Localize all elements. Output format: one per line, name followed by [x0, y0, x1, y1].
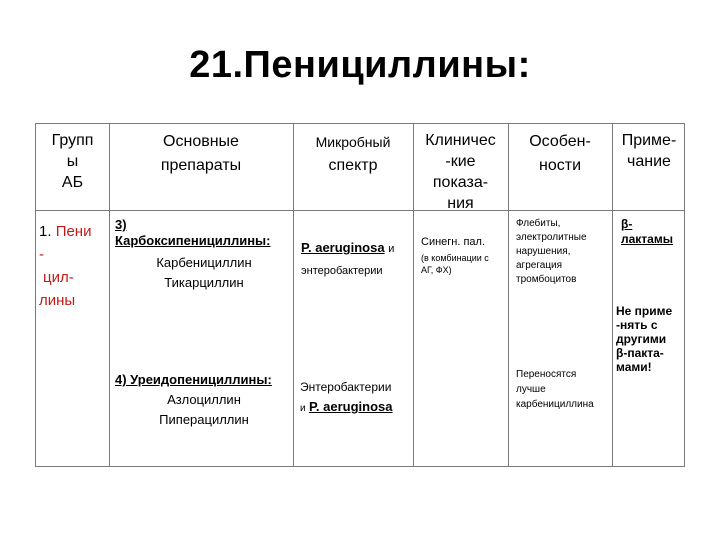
header-text: ы — [66, 153, 79, 170]
row1-note — [621, 217, 686, 247]
indication-note: (в комбинации с — [421, 253, 489, 263]
header-indications — [413, 130, 508, 214]
group-number: 1. — [39, 223, 52, 240]
drug-name: Пиперациллин — [159, 412, 249, 427]
drug-name: Азлоциллин — [167, 392, 241, 407]
indication-text: Синегн. пал. — [421, 236, 486, 248]
conjunction: и — [300, 403, 306, 414]
header-notes — [612, 130, 686, 172]
organism-name: P. aeruginosa — [301, 240, 385, 255]
header-text: ния — [447, 195, 474, 212]
header-text: спектр — [328, 157, 378, 174]
note-text: Не приме — [616, 304, 673, 318]
feature-text: Переносятся — [516, 369, 577, 380]
header-text: Микробный — [315, 134, 391, 150]
header-text: показа- — [432, 174, 489, 191]
group-name-line: цил- — [43, 269, 74, 286]
note-text: β- — [621, 217, 633, 231]
header-text: Групп — [51, 132, 94, 149]
organism-group: Энтеробактерии — [300, 380, 392, 394]
drug-name: Карбенициллин — [156, 255, 252, 270]
feature-text: Флебиты, — [516, 218, 561, 229]
drug-name: Тикарциллин — [164, 275, 244, 290]
note-text: другими — [616, 332, 667, 346]
note-text: лактамы — [621, 232, 673, 246]
note-text: β-пакта- — [616, 346, 664, 360]
feature-text: агрегация — [516, 260, 563, 271]
header-text: Основные — [163, 133, 239, 150]
row2-spectrum — [300, 377, 413, 419]
row2-features — [516, 367, 612, 412]
group-name — [39, 220, 109, 312]
carboxypenicillins-block — [115, 217, 293, 293]
feature-text: лучше — [516, 384, 546, 395]
group-name-line: лины — [39, 292, 76, 309]
header-text: чание — [627, 153, 671, 170]
feature-text: нарушения, — [516, 246, 571, 257]
indication-note: АГ, ФХ) — [421, 265, 452, 275]
header-divider — [36, 210, 684, 211]
drug-class-name: Карбоксипенициллины: — [115, 233, 271, 248]
warning-note — [616, 304, 686, 374]
header-text: Клиничес — [425, 132, 496, 149]
row1-indication — [421, 234, 508, 276]
drug-class-name: 4) Уреидопенициллины: — [115, 372, 272, 387]
header-text: препараты — [160, 157, 242, 174]
header-spectrum — [293, 130, 413, 178]
header-text: ности — [539, 157, 581, 174]
row1-spectrum — [301, 237, 413, 282]
group-name-line: Пени — [55, 223, 92, 240]
group-name-line: - — [39, 246, 44, 263]
penicillins-table — [35, 123, 685, 467]
ureidopenicillins-block — [115, 370, 293, 430]
header-text: Приме- — [621, 132, 677, 149]
feature-text: электролитные — [516, 232, 587, 243]
note-text: -нять с — [616, 318, 658, 332]
feature-text: карбенициллина — [516, 399, 594, 410]
conjunction: и — [388, 243, 395, 255]
organism-name: P. aeruginosa — [308, 399, 393, 414]
organism-group: энтеробактерии — [301, 265, 383, 277]
header-text: Особен- — [529, 133, 591, 150]
note-text: мами! — [616, 360, 652, 374]
row1-features — [516, 217, 612, 287]
header-groups — [36, 130, 109, 193]
page-title: 21.Пенициллины: — [189, 44, 531, 86]
column-divider — [612, 124, 613, 466]
header-main-drugs — [109, 130, 293, 178]
header-text: -кие — [445, 153, 476, 170]
drug-class-number: 3) — [115, 217, 127, 232]
header-text: АБ — [61, 174, 84, 191]
feature-text: тромбоцитов — [516, 274, 577, 285]
header-features — [508, 130, 612, 178]
